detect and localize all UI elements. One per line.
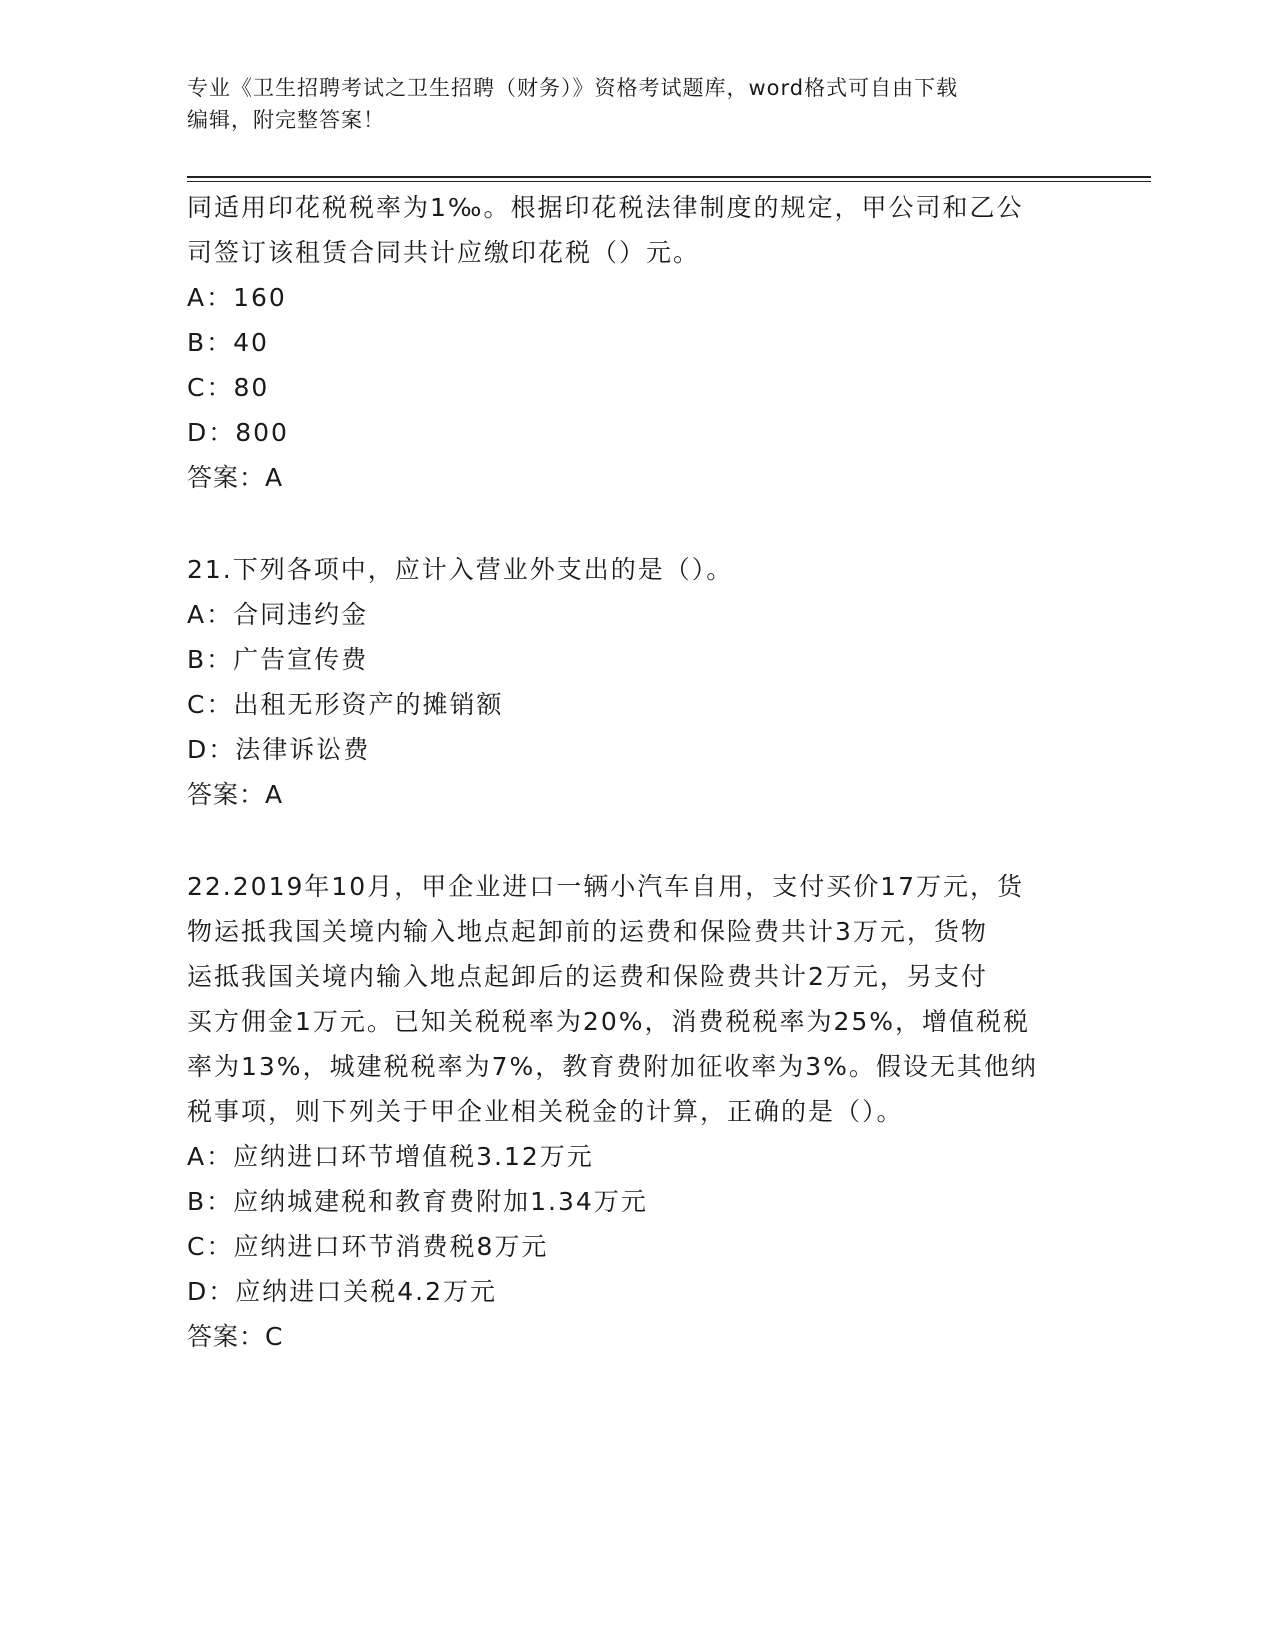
question-20 — [187, 185, 1087, 500]
option-a: A：应纳进口环节增值税3.12万元 — [187, 1142, 594, 1171]
question-22 — [187, 864, 1087, 1359]
option-c: C：应纳进口环节消费税8万元 — [187, 1232, 549, 1261]
option-d: D：800 — [187, 418, 289, 447]
question-spacer — [187, 817, 1087, 864]
question-list — [187, 185, 1087, 1359]
question-stem-line: 21.下列各项中，应计入营业外支出的是（）。 — [187, 555, 734, 584]
option-b: B：40 — [187, 328, 269, 357]
question-stem-line: 物运抵我国关境内输入地点起卸前的运费和保险费共计3万元，货物 — [187, 917, 988, 946]
question-stem-line: 买方佣金1万元。已知关税税率为20%，消费税税率为25%，增值税税 — [187, 1007, 1031, 1036]
question-stem-line: 率为13%，城建税税率为7%，教育费附加征收率为3%。假设无其他纳 — [187, 1052, 1038, 1081]
question-stem-line: 运抵我国关境内输入地点起卸后的运费和保险费共计2万元，另支付 — [187, 962, 988, 991]
question-stem-line: 22.2019年10月，甲企业进口一辆小汽车自用，支付买价17万元，货 — [187, 872, 1025, 901]
header-line-1: 专业《卫生招聘考试之卫生招聘（财务）》资格考试题库，word格式可自由下载 — [187, 76, 959, 100]
answer-label: 答案：C — [187, 1322, 284, 1351]
header-divider-thick — [187, 176, 1151, 178]
option-d: D：应纳进口关税4.2万元 — [187, 1277, 498, 1306]
option-c: C：80 — [187, 373, 270, 402]
header-divider-thin — [187, 181, 1151, 182]
option-d: D：法律诉讼费 — [187, 735, 371, 764]
question-21 — [187, 547, 1087, 817]
question-stem-line: 司签订该租赁合同共计应缴印花税（）元。 — [187, 238, 701, 267]
question-spacer — [187, 500, 1087, 547]
answer-label: 答案：A — [187, 780, 284, 809]
header-line-2: 编辑，附完整答案！ — [187, 108, 385, 132]
question-stem-line: 同适用印花税税率为1‰。根据印花税法律制度的规定，甲公司和乙公 — [187, 193, 1024, 222]
option-a: A：合同违约金 — [187, 600, 369, 629]
option-c: C：出租无形资产的摊销额 — [187, 690, 504, 719]
document-header — [187, 72, 1087, 136]
option-a: A：160 — [187, 283, 287, 312]
answer-label: 答案：A — [187, 463, 284, 492]
option-b: B：广告宣传费 — [187, 645, 369, 674]
question-stem-line: 税事项，则下列关于甲企业相关税金的计算，正确的是（）。 — [187, 1097, 904, 1126]
option-b: B：应纳城建税和教育费附加1.34万元 — [187, 1187, 648, 1216]
